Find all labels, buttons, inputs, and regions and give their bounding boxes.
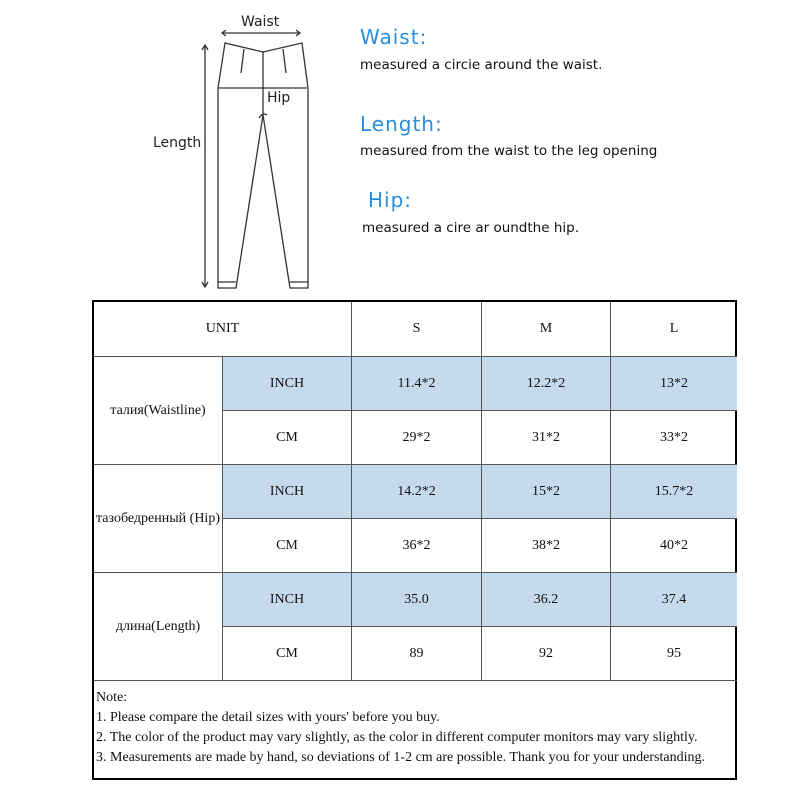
value-cell: 95	[611, 627, 737, 681]
unit-cell: INCH	[223, 465, 352, 519]
header-size: S	[352, 302, 482, 357]
value-cell: 15*2	[482, 465, 611, 519]
notes	[94, 680, 735, 776]
header-unit: UNIT	[94, 302, 352, 357]
unit-cell: CM	[223, 519, 352, 573]
length-title: Length:	[360, 112, 443, 136]
value-cell: 11.4*2	[352, 357, 482, 411]
value-cell: 29*2	[352, 411, 482, 465]
value-cell: 89	[352, 627, 482, 681]
unit-cell: INCH	[223, 573, 352, 627]
unit-cell: INCH	[223, 357, 352, 411]
length-label: Length	[153, 135, 202, 151]
hip-desc: measured a cire ar oundthe hip.	[362, 220, 579, 236]
value-cell: 40*2	[611, 519, 737, 573]
hip-title: Hip:	[368, 188, 413, 212]
value-cell: 35.0	[352, 573, 482, 627]
header-size: M	[482, 302, 611, 357]
size-table	[92, 300, 737, 780]
length-desc: measured from the waist to the leg opening	[360, 143, 658, 159]
value-cell: 31*2	[482, 411, 611, 465]
value-cell: 14.2*2	[352, 465, 482, 519]
value-cell: 15.7*2	[611, 465, 737, 519]
value-cell: 37.4	[611, 573, 737, 627]
hip-label: Hip	[267, 90, 291, 106]
value-cell: 12.2*2	[482, 357, 611, 411]
unit-cell: CM	[223, 627, 352, 681]
measurement-label: длина(Length)	[94, 573, 223, 681]
note-item: 1. Please compare the detail sizes with yours' before you buy.	[96, 710, 440, 725]
value-cell: 36*2	[352, 519, 482, 573]
value-cell: 33*2	[611, 411, 737, 465]
measurement-label: тазобедренный (Hip)	[94, 465, 223, 573]
unit-cell: CM	[223, 411, 352, 465]
note-title: Note:	[96, 690, 128, 705]
value-cell: 38*2	[482, 519, 611, 573]
waist-title: Waist:	[360, 25, 428, 49]
measurement-label: талия(Waistline)	[94, 357, 223, 465]
waist-desc: measured a circie around the waist.	[360, 57, 603, 73]
value-cell: 13*2	[611, 357, 737, 411]
value-cell: 36.2	[482, 573, 611, 627]
note-item: 2. The color of the product may vary slightly, as the color in different computer monitors may vary slightly.	[96, 730, 698, 745]
waist-label: Waist	[241, 14, 280, 30]
note-item: 3. Measurements are made by hand, so deviations of 1-2 cm are possible. Thank you for your understanding.	[96, 750, 705, 765]
value-cell: 92	[482, 627, 611, 681]
header-size: L	[611, 302, 737, 357]
